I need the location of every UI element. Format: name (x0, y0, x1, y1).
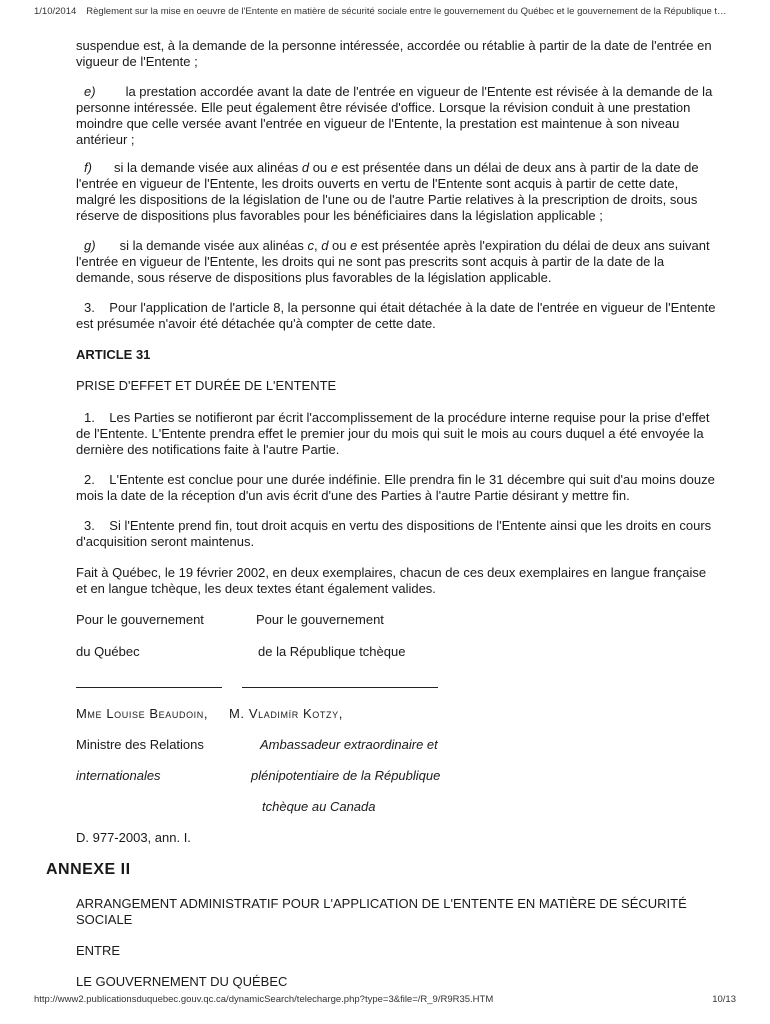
decree-reference: D. 977-2003, ann. I. (76, 830, 191, 845)
paragraph-g: g) si la demande visée aux alinéas c, d ou e est présentée après l'expiration du délai de deux ans suivant l'entrée en vigueur de l'Entente, les droits qui ne sont pas prescrits sont acquis à partir de la date de la demande, sous réserve de dispositions plus favorables de la législation applicable. (76, 238, 710, 285)
signatory-right-role2: plénipotentiaire de la République (251, 768, 441, 783)
annexe-entre: ENTRE (76, 943, 121, 958)
article-paragraph-3: 3. Si l'Entente prend fin, tout droit acquis en vertu des dispositions de l'Entente ainsi que les droits en cours d'acquisition seront maintenus. (76, 518, 715, 549)
annexe-heading: ANNEXE II (46, 861, 131, 878)
signatory-left-name: Mme Louise Beaudoin, (76, 706, 209, 721)
annexe-gov-quebec: LE GOUVERNEMENT DU QUÉBEC (76, 974, 288, 989)
print-url: http://www2.publicationsduquebec.gouv.qc.ca/dynamicSearch/telecharge.php?type=3&file=/R_9/R9R35.HTM (34, 994, 494, 1005)
annexe-title: ARRANGEMENT ADMINISTRATIF POUR L'APPLICATION DE L'ENTENTE EN MATIÈRE DE SÉCURITÉ SOCIALE (76, 896, 687, 927)
print-date: 1/10/2014 (34, 6, 77, 17)
signature-line-right (242, 687, 438, 688)
article-heading: ARTICLE 31 (76, 347, 151, 362)
sig-right-line2: de la République tchèque (258, 644, 406, 659)
article-paragraph-1: 1. Les Parties se notifieront par écrit l'accomplissement de la procédure interne requise pour la prise d'effet de l'Entente. L'Entente prendra effet le premier jour du mois qui suit le mois au cours duquel a été envoyée la dernière des notifications faite à l'autre Partie. (76, 410, 714, 457)
signatory-left-role2: internationales (76, 768, 161, 783)
signatory-right-role3: tchèque au Canada (262, 799, 376, 814)
paragraph-3-detache: 3. Pour l'application de l'article 8, la personne qui était détachée à la date de l'entrée en vigueur de l'Entente est présumée n'avoir été détachée qu'à compter de cette date. (76, 300, 720, 331)
paragraph-fait: Fait à Québec, le 19 février 2002, en deux exemplaires, chacun de ces deux exemplaires en langue française et en langue tchèque, les deux textes étant également valides. (76, 565, 707, 596)
article-paragraph-2: 2. L'Entente est conclue pour une durée indéfinie. Elle prendra fin le 31 décembre qui suit d'au moins douze mois la date de la réception d'un avis écrit d'une des Parties à l'autre Partie désirant y mettre fin. (76, 472, 719, 503)
print-header (34, 6, 758, 17)
signatory-left-role1: Ministre des Relations (76, 737, 204, 752)
article-subtitle: PRISE D'EFFET ET DURÉE DE L'ENTENTE (76, 378, 337, 393)
sig-left-line2: du Québec (76, 644, 140, 659)
signatory-right-name: M. Vladimír Kotzy, (229, 706, 343, 721)
print-title: Règlement sur la mise en oeuvre de l'Entente en matière de sécurité sociale entre le gouvernement du Québec et le gouvernement de la République t… (86, 6, 727, 17)
print-footer (34, 994, 736, 1005)
paragraph-suspended: suspendue est, à la demande de la personne intéressée, accordée ou rétablie à partir de la date de l'entrée en vigueur de l'Entente ; (76, 38, 712, 69)
paragraph-e: e) la prestation accordée avant la date de l'entrée en vigueur de l'Entente est révisée à la demande de la personne intéressée. Elle peut également être révisée d'office. Lorsque la révision conduit à une prestation moindre que celle versée avant l'entrée en vigueur de l'Entente, la prestation est maintenue à son niveau antérieur ; (76, 84, 713, 147)
page-number: 10/13 (712, 994, 736, 1005)
paragraph-f: f) si la demande visée aux alinéas d ou e est présentée dans un délai de deux ans à partir de la date de l'entrée en vigueur de l'Entente, les droits ouverts en vertu de l'Entente sont acquis à partir de cette date, malgré les dispositions de la législation de l'une ou de l'autre Partie relatives à la prescription de droits, sous réserve de dispositions plus favorables pour les bénéficiaires dans la législation applicable ; (76, 160, 699, 223)
signatory-right-role1: Ambassadeur extraordinaire et (260, 737, 438, 752)
sig-left-line1: Pour le gouvernement (76, 612, 204, 627)
sig-right-line1: Pour le gouvernement (256, 612, 384, 627)
signature-line-left (76, 687, 222, 688)
